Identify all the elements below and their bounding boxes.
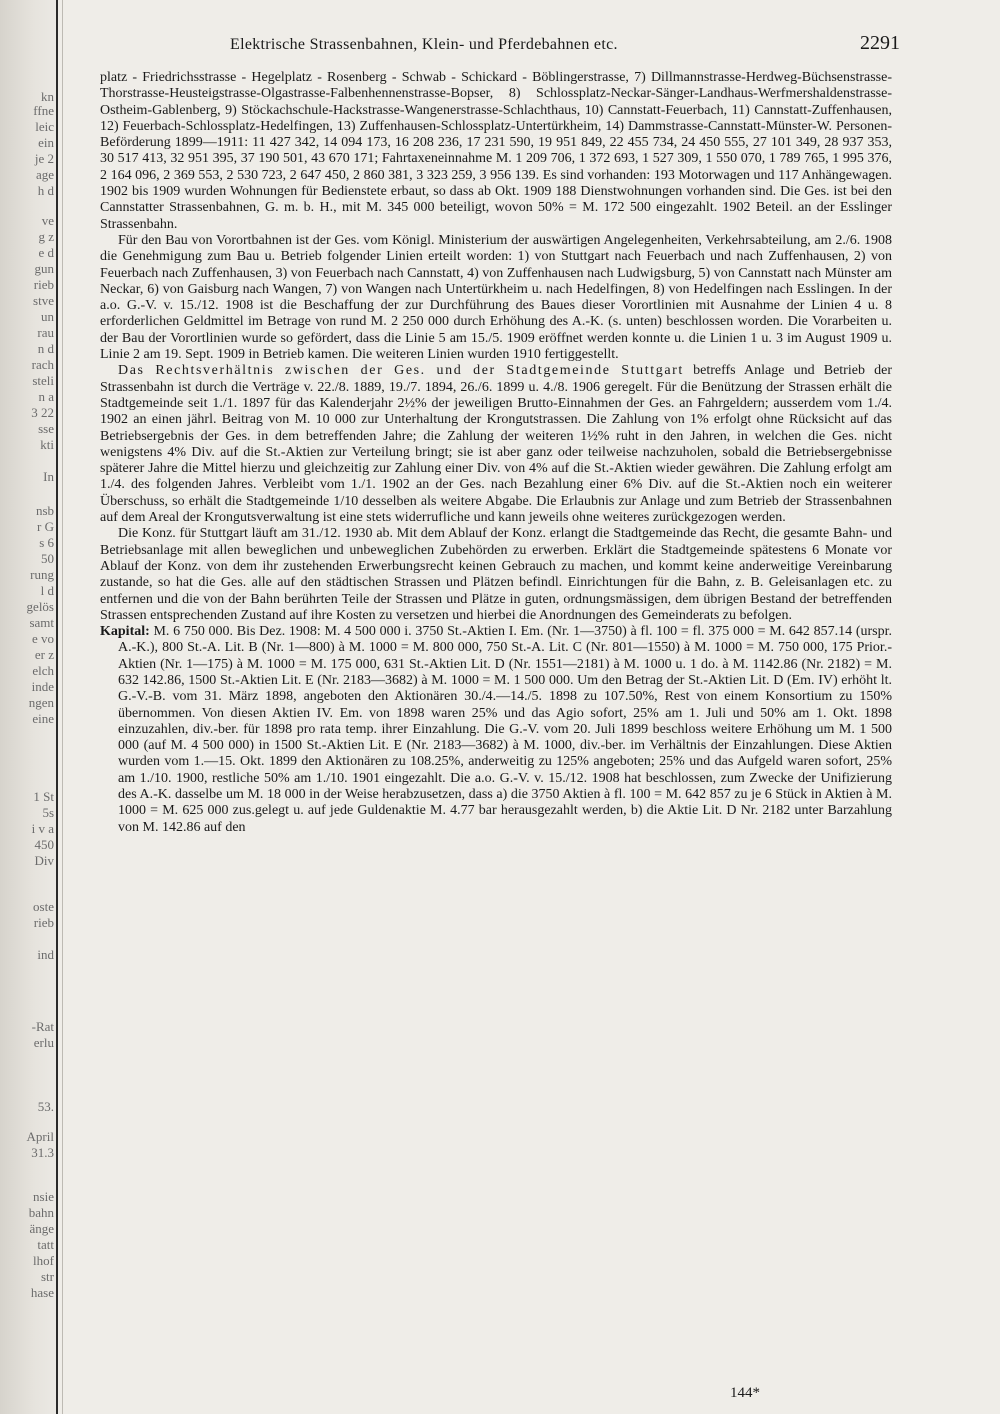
- adjacent-page-fragment: g z: [38, 230, 54, 244]
- adjacent-page-fragment: 31.3: [31, 1146, 54, 1160]
- adjacent-page-fragment: ngen: [28, 696, 54, 710]
- adjacent-page-fragment: 450: [34, 838, 54, 852]
- page-number: 2291: [860, 32, 900, 54]
- adjacent-page-fragment: inde: [31, 680, 54, 694]
- paragraph-kapital: [100, 624, 892, 836]
- adjacent-page-fragment: erlu: [33, 1036, 54, 1050]
- adjacent-page-fragment: 3 22: [31, 406, 54, 420]
- adjacent-page-fragment: ind: [37, 948, 54, 962]
- gutter-line: [62, 0, 63, 1414]
- adjacent-page-fragment: 53.: [37, 1100, 54, 1114]
- adjacent-page-fragment: r G: [37, 520, 54, 534]
- adjacent-page-fragment: änge: [29, 1222, 54, 1236]
- adjacent-page-edge: [0, 0, 58, 1414]
- adjacent-page-fragment: e vo: [31, 632, 54, 646]
- adjacent-page-fragment: samt: [29, 616, 54, 630]
- adjacent-page-fragment: rach: [31, 358, 54, 372]
- adjacent-page-fragment: 5s: [42, 806, 54, 820]
- article-body: [100, 70, 892, 836]
- adjacent-page-fragment: 50: [41, 552, 54, 566]
- adjacent-page-fragment: In: [43, 470, 54, 484]
- adjacent-page-fragment: April: [26, 1130, 54, 1144]
- adjacent-page-fragment: kn: [41, 90, 54, 104]
- page-header: [100, 32, 900, 60]
- adjacent-page-fragment: stve: [33, 294, 54, 308]
- paragraph-rechtsverhaeltnis: [100, 363, 892, 526]
- signature-mark: 144*: [730, 1385, 760, 1401]
- running-title: Elektrische Strassenbahnen, Klein- und Pferdebahnen etc.: [230, 36, 618, 53]
- adjacent-page-fragment: rung: [30, 568, 54, 582]
- paragraph-kapital-text: M. 6 750 000. Bis Dez. 1908: M. 4 500 000 i. 3750 St.-Aktien I. Em. (Nr. 1—3750) à fl. 100 = fl. 375 000 = M. 642 857.14 (urspr. A.-K.), 800 St.-A. Lit. B (Nr. 1—800) à M. 1000 = M. 800 000, 750 St.-A. Lit. C (Nr. 801—1550) à M. 1000 = M. 750 000, 175 Prior.-Aktien (Nr. 1—175) à M. 1000 = M. 175 000, 631 St.-Aktien Lit. D (Nr. 1551—2181) à M. 1000 u. 1 do. à M. 1142.86 (Nr. 2182) = M. 632 142.86, 1500 St.-Aktien Lit. E (Nr. 2183—3682) à M. 1000 = M. 1 500 000. Um den Betrag der St.-Aktien Lit. D (Em. IV) erhöht lt. G.-V.-B. vom 31. März 1898, angeboten den Aktionären 30./4.—14./5. 1898 zu 107.50%, Rest von einem Konsortium zu 150% übernommen. Von diesen Aktien IV. Em. von 1898 waren 25% und das Agio sofort, 25% am 1. Juli und 50% am 1. Okt. 1898 einzuzahlen, div.-ber. für 1898 pro rata temp. ihrer Einzahlung. Die G.-V. vom 20. Juli 1899 beschloss weitere Erhöhung um M. 1 500 000 (auf M. 4 500 000) in 1500 St.-Aktien Lit. E (Nr. 2183—3682) à M. 1000, div.-ber. im Verhältnis der Einzahlungen. Diese Aktien wurden vom 1.—15. Okt. 1899 den Aktionären zu 108.25%, anderweitig zu 125% angeboten; 25% und das Aufgeld waren sofort, 25% am 1./10. 1900, restliche 50% am 1./10. 1901 eingezahlt. Die a.o. G.-V. v. 15./12. 1908 hat beschlossen, zum Zwecke der Unifizierung des A.-K. dasselbe um M. 18 000 in der Weise herabzusetzen, dass a) die 3750 Aktien à fl. 100 = M. 642 857 zu je 6 Stück in Aktien à M. 1000 = M. 625 000 zus.gelegt u. auf jede Guldenaktie M. 4.77 bar herausgezahlt werden, b) die Aktie Lit. D Nr. 2182 unter Barzahlung von M. 142.86 auf den: [118, 624, 892, 835]
- adjacent-page-fragment: s 6: [39, 536, 54, 550]
- adjacent-page-fragment: nsb: [35, 504, 54, 518]
- adjacent-page-fragment: eine: [32, 712, 54, 726]
- adjacent-page-fragment: oste: [33, 900, 54, 914]
- adjacent-page-fragment: hase: [30, 1286, 54, 1300]
- kapital-label: Kapital:: [100, 624, 150, 640]
- adjacent-page-fragment: n a: [38, 390, 54, 404]
- adjacent-page-fragment: i v a: [31, 822, 54, 836]
- paragraph-vorortbahnen: Für den Bau von Vorortbahnen ist der Ges. vom Königl. Ministerium der auswärtigen Angelegenheiten, Verkehrsabteilung, am 2./6. 1908 die Genehmigung zum Bau u. Betrieb folgender Linien erteilt worden: 1) von Stuttgart nach Feuerbach und nach Zuffenhausen, 2) von Feuerbach nach Zuffenhausen, 3) von Feuerbach nach Cannstatt, 4) von Zuffenhausen nach Ludwigsburg, 5) von Cannstatt nach Münster am Neckar, 6) von Gaisburg nach Wangen, 7) von Wangen nach Untertürkheim u. nach Hedelfingen, 8) von Hedelfingen nach Esslingen. In der a.o. G.-V. v. 15./12. 1908 ist die Beschaffung der zur Durchführung des Baues dieser Vorortlinien mit Ausnahme der Linien 4 u. 8 erforderlichen Geldmittel im Betrage von rund M. 2 250 000 durch Erhöhung des A.-K. (s. unten) beschlossen worden. Die Vorarbeiten u. der Bau der Vorortlinien wurde so gefördert, dass die Linie 5 am 15./5. 1909 eröffnet werden konnte u. die Linien 1 u. 3 im August 1909 u. Linie 2 am 19. Sept. 1909 in Betrieb kamen. Die weiteren Linien wurden 1910 fertiggestellt.: [100, 232, 892, 363]
- adjacent-page-fragment: -Rat: [31, 1020, 54, 1034]
- adjacent-page-fragment: ve: [41, 214, 54, 228]
- adjacent-page-fragment: ffne: [33, 104, 54, 118]
- adjacent-page-fragment: rau: [37, 326, 54, 340]
- adjacent-page-fragment: 1 St: [33, 790, 54, 804]
- adjacent-page-fragment: bahn: [28, 1206, 54, 1220]
- adjacent-page-fragment: ein: [38, 136, 54, 150]
- adjacent-page-fragment: steli: [32, 374, 54, 388]
- adjacent-page-fragment: nsie: [33, 1190, 54, 1204]
- adjacent-page-fragment: kti: [40, 438, 54, 452]
- adjacent-page-fragment: je 2: [34, 152, 54, 166]
- adjacent-page-fragment: age: [35, 168, 54, 182]
- adjacent-page-fragment: elch: [32, 664, 54, 678]
- adjacent-page-fragment: tatt: [37, 1238, 54, 1252]
- adjacent-page-fragment: Div: [34, 854, 54, 868]
- adjacent-page-fragment: lhof: [33, 1254, 54, 1268]
- adjacent-page-fragment: e d: [38, 246, 54, 260]
- adjacent-page-fragment: un: [41, 310, 54, 324]
- adjacent-page-fragment: str: [41, 1270, 54, 1284]
- adjacent-page-fragment: n d: [37, 342, 54, 356]
- adjacent-page-fragment: er z: [34, 648, 54, 662]
- spaced-heading-text: Das Rechtsverhältnis zwischen der Ges. und der Stadtgemeinde Stuttgart: [118, 363, 684, 379]
- paragraph-konzession: Die Konz. für Stuttgart läuft am 31./12. 1930 ab. Mit dem Ablauf der Konz. erlangt die Stadtgemeinde das Recht, die gesamte Bahn- und Betriebsanlage mit allen beweglichen und unbeweglichen Zubehörden zu erwerben. Erklärt die Stadtgemeinde spätestens 6 Monate vor Ablauf der Konz. von dem ihr zustehenden Erwerbungsrecht keinen Gebrauch zu machen, und kommt keine anderweitige Vereinbarung zustande, so hat die Ges. alle auf den städtischen Strassen und Plätzen befindl. Einrichtungen für die Bahn, z. B. Geleisanlagen etc. zu entfernen und die von der Bahn berührten Teile der Strassen und Plätze in guten, ordnungsmässigen, dem übrigen Bestand der betreffenden Strassen entsprechenden Zustand auf ihre Kosten zu versetzen und hierbei die Anordnungen des Gemeinderats zu befolgen.: [100, 526, 892, 623]
- adjacent-page-fragment: l d: [40, 584, 54, 598]
- adjacent-page-fragment: rieb: [33, 278, 54, 292]
- adjacent-page-fragment: rieb: [33, 916, 54, 930]
- adjacent-page-fragment: sse: [38, 422, 54, 436]
- paragraph-lines-routes: platz - Friedrichsstrasse - Hegelplatz - Rosenberg - Schwab - Schickard - Böblingerstrasse, 7) Dillmannstrasse-Herdweg-Büchsenstrasse-Thorstrasse-Heusteigstrasse-Olgastrasse-Falbenhennenstrasse-Bopser, 8) Schlossplatz-Neckar-Sänger-Landhaus-Werfmershaldenstrasse-Ostheim-Gablenberg, 9) Stöckachschule-Hackstrasse-Wangenerstrasse-Schlachthaus, 10) Cannstatt-Feuerbach, 11) Cannstatt-Zuffenhausen, 12) Feuerbach-Schlossplatz-Hedelfingen, 13) Zuffenhausen-Schlossplatz-Untertürkheim, 14) Dammstrasse-Cannstatt-Münster-W. Personen-Beförderung 1899—1911: 11 427 342, 14 094 173, 16 208 236, 17 231 590, 19 951 849, 22 455 734, 24 450 555, 27 101 349, 28 937 353, 30 517 413, 32 951 395, 37 190 501, 43 670 171; Fahrtaxeneinnahme M. 1 209 706, 1 372 693, 1 527 309, 1 550 070, 1 789 765, 1 995 376, 2 164 096, 2 369 553, 2 530 723, 2 647 450, 2 860 381, 3 323 259, 3 956 139. Es sind vorhanden: 193 Motorwagen und 117 Anhängewagen. 1902 bis 1909 wurden Wohnungen für Bedienstete erbaut, so dass ab Okt. 1909 188 Dienstwohnungen vorhanden sind. Die Ges. ist bei den Cannstatter Strassenbahnen, G. m. b. H., mit M. 345 000 beteiligt, wovon 50% = M. 172 500 eingezahlt. 1902 Beteil. an der Esslinger Strassenbahn.: [100, 70, 892, 232]
- adjacent-page-fragment: h d: [37, 184, 54, 198]
- adjacent-page-fragment: leic: [35, 120, 54, 134]
- adjacent-page-fragment: gelös: [26, 600, 54, 614]
- paragraph-rechtsverhaeltnis-text: betreffs Anlage und Betrieb der Strassenbahn ist durch die Verträge v. 22./8. 1889, 19./7. 1894, 26./6. 1899 u. 4./8. 1906 geregelt. Für die Benützung der Strassen erhält die Stadtgemeinde seit 1./1. 1897 für das Kalenderjahr 2½% der jeweiligen Brutto-Einnahmen der Ges. an Fahrgeldern; ausserdem vom 1./4. 1902 an einen jährl. Beitrag von M. 10 000 zur Unterhaltung der Krongutstrassen. Die Zahlung von 1% erfolgt ohne Rücksicht auf das Betriebsergebnis der Ges. in dem betreffenden Jahre; die Zahlung der weiteren 1½% ruht in den Jahren, in welchen die Ges. nicht wenigstens 4% Div. auf die St.-Aktien zur Verteilung bringt; sie ist aber ganz oder teilweise nachzuholen, sobald die Betriebsergebnisse späterer Jahre die Mittel hierzu und gleichzeitig zur Zahlung einer Div. von 4% auf die St.-Aktien wieder gewähren. Die Zahlung erfolgt am 1./4. des folgenden Jahres. Verbleibt vom 1./1. 1902 an der Ges. nach Bezahlung einer 6% Div. auf die St.-Aktien noch ein weiterer Überschuss, so erhält die Stadtgemeinde 1/10 desselben als weitere Abgabe. Die Erlaubnis zur Anlage und zum Betrieb der Strassenbahnen auf dem Areal der Krongutsverwaltung ist eine stets widerrufliche und kann jeweils ohne weiteres zurückgezogen werden.: [100, 363, 892, 526]
- adjacent-page-fragment: gun: [34, 262, 54, 276]
